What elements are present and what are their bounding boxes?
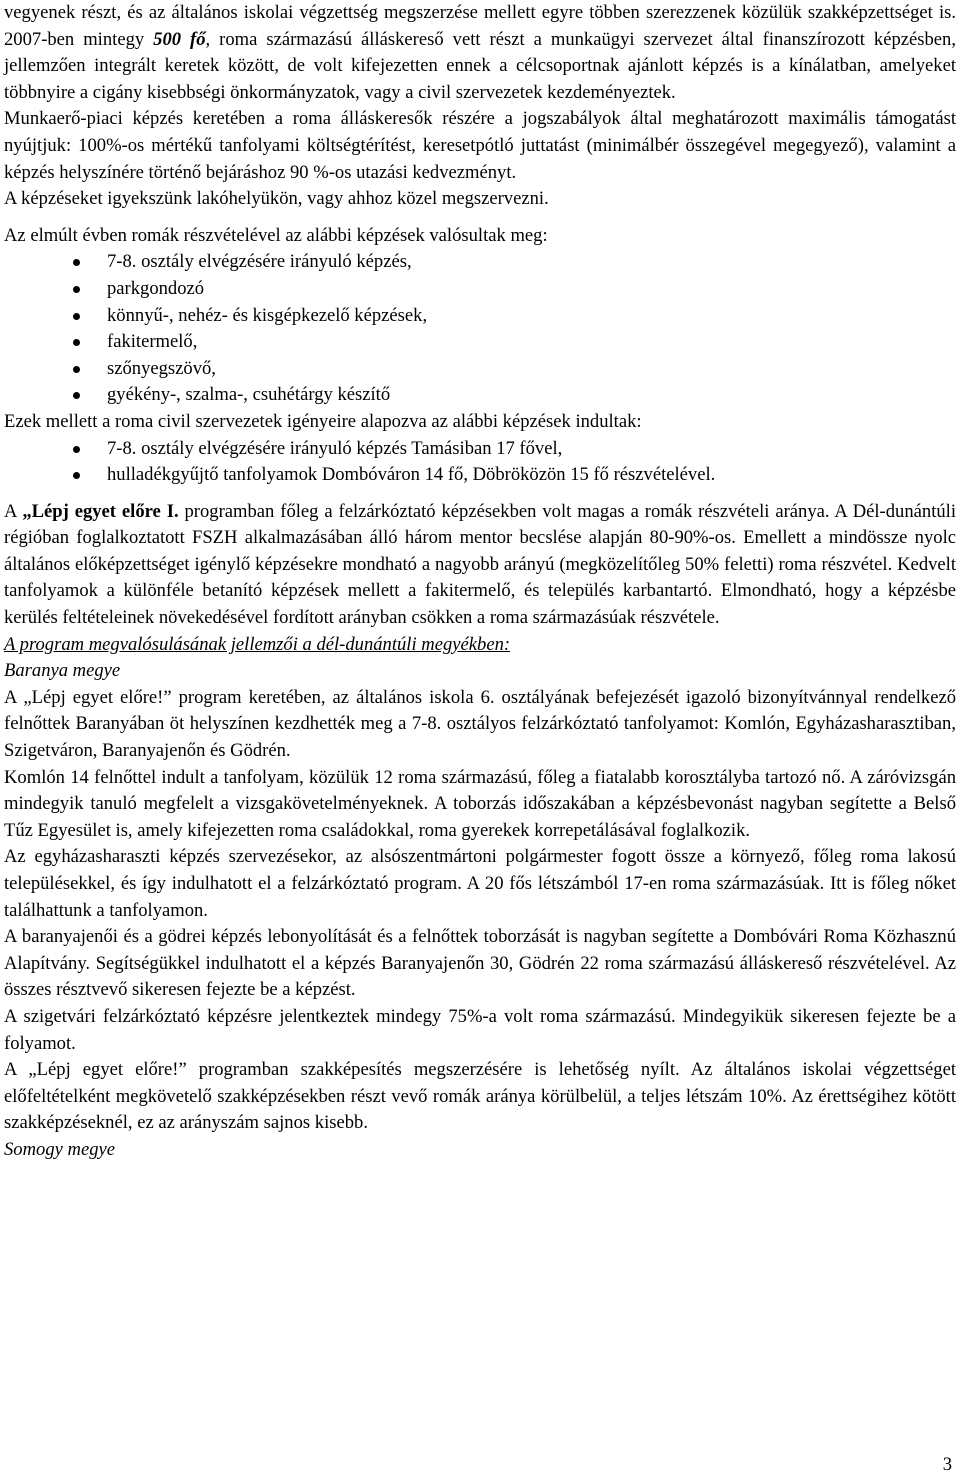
bullet-icon — [73, 446, 80, 453]
list-item: fakitermelő, — [4, 329, 956, 356]
bullet-icon — [73, 392, 80, 399]
paragraph-baranya: A „Lépj egyet előre!” program keretében, az általános iskola 6. osztályának befejezését igazoló bizonyítvánnyal rendelkező felnőttek Baranyában öt helyszínen kezdhették meg a 7-8. osztályos felzárkóztató tanfolyamot: Komlón, Egyházasharasztiban, Szigetváron, Baranyajenőn és Gödrén. — [4, 686, 956, 762]
list-item: parkgondozó — [4, 276, 956, 303]
section-heading: A program megvalósulásának jellemzői a dél-dunántúli megyékben: — [4, 633, 511, 655]
civil-training-list — [4, 436, 956, 489]
paragraph-text: vegyenek részt, és az általános iskolai végzettség megszerzése mellett egyre többen szerezzenek közülük szakképzettséget is. 2007-ben mintegy — [4, 2, 956, 50]
paragraph-location: A képzéseket igyekszünk lakóhelyükön, vagy ahhoz közel megszervezni. — [4, 188, 549, 210]
list-item: könnyű-, nehéz- és kisgépkezelő képzések, — [4, 303, 956, 330]
paragraph-vocational: A „Lépj egyet előre!” programban szakképesítés megszerzésére is lehetőség nyílt. Az általános iskolai végzettséget előfeltételként megkövetelő szakképzésekben részt vevő romák aránya körülbelül, a teljes létszám 10%. Az érettségihez kötött szakképzéseknél, ez az arányszám sajnos kisebb. — [4, 1059, 956, 1134]
paragraph-list-intro: Az elmúlt évben romák részvételével az alábbi képzések valósultak meg: — [4, 224, 548, 246]
bullet-icon — [73, 339, 80, 346]
list-item: hulladékgyűjtő tanfolyamok Dombóváron 14 fő, Döbröközön 15 fő részvételével. — [4, 462, 956, 489]
training-list — [4, 249, 956, 409]
document-page — [4, 0, 956, 1164]
paragraph-program: A „Lépj egyet előre I. programban főleg a felzárkóztató képzésekben volt magas a romák részvételi aránya. A Dél-dunántúli régióban foglalkoztatott FSZH alkalmazásában álló három mentor becslése alapján 80-90%-os. Emellett a mindössze nyolc általános előképzettséget igénylő képzésekre mondható a nagyobb arányú (megközelítőleg 50% feletti) roma részvétel. Kedvelt tanfolyamok a különféle betanító képzések mellett a fakitermelő, és település karbantartó. Elmondható, hogy a képzésbe kerülés feltételeinek növekedésével fordított arányban csökken a roma származásúak részvétele. — [4, 500, 956, 629]
emphasis-count: 500 fő — [153, 28, 206, 50]
paragraph-support: Munkaerő-piaci képzés keretében a roma álláskeresők részére a jogszabályok által meghatározott maximális támogatást nyújtjuk: 100%-os mértékű tanfolyami költségtérítést, keresetpótló juttatást (minimálbér összegével megegyező), valamint a képzés helyszínére történő bejáráshoz 90 %-os utazási kedvezményt. — [4, 108, 956, 183]
paragraph-text: , roma származású álláskereső vett részt a munkaügyi szervezet által finanszírozott képzésben, jellemzően integrált keretek között, de volt kifejezetten ennek a célcsoportnak ajánlott képzés is a kínálatban, amelyeket többnyire a cigány kisebbségi önkormányzatok, vagy a civil szervezetek kezdeményeztek. — [4, 28, 956, 103]
bullet-icon — [73, 366, 80, 373]
paragraph-egyhazasharaszti: Az egyházasharaszti képzés szervezésekor, az alsószentmártoni polgármester fogott össze a környező, főleg roma lakosú településekkel, és így indulhatott el a felzárkóztató program. A 20 fős létszámból 17-en roma származásúak. Itt is főleg nőket találhattunk a tanfolyamon. — [4, 846, 956, 921]
list-item: szőnyegszövő, — [4, 356, 956, 383]
bullet-icon — [73, 286, 80, 293]
paragraph-civil-intro: Ezek mellett a roma civil szervezetek igényeire alapozva az alábbi képzések indultak: — [4, 410, 642, 432]
page-number: 3 — [942, 1454, 952, 1475]
bullet-icon — [73, 259, 80, 266]
list-item: gyékény-, szalma-, csuhétárgy készítő — [4, 382, 956, 409]
county-heading: Somogy megye — [4, 1138, 115, 1160]
paragraph-szigetvar: A szigetvári felzárkóztató képzésre jelentkeztek mindegy 75%-a volt roma származású. Mindegyikük sikeresen fejezte be a folyamot. — [4, 1005, 956, 1054]
list-item: 7-8. osztály elvégzésére irányuló képzés, — [4, 249, 956, 276]
bullet-icon — [73, 472, 80, 479]
bullet-icon — [73, 313, 80, 320]
list-item: 7-8. osztály elvégzésére irányuló képzés Tamásiban 17 fővel, — [4, 436, 956, 463]
paragraph-komlo: Komlón 14 felnőttel indult a tanfolyam, közülük 12 roma származású, főleg a fiatalabb korosztályba tartozó nő. A záróvizsgán mindegyik tanuló megfelelt a vizsgakövetelményeknek. A toborzás időszakában a képzésbevonást nagyban segítette a Belső Tűz Egyesület is, amely kifejezetten roma családokkal, roma gyerekek korrepetálásával foglalkozik. — [4, 766, 956, 841]
paragraph-intro — [4, 0, 956, 106]
county-heading: Baranya megye — [4, 660, 121, 682]
program-name: „Lépj egyet előre I. — [22, 500, 179, 522]
paragraph-baranyajeno: A baranyajenői és a gödrei képzés lebonyolítását és a felnőttek toborzását is nagyban segítette a Dombóvári Roma Közhasznú Alapítvány. Segítségükkel indulhatott el a képzés Baranyajenőn 30, Gödrén 22 roma származású álláskereső részvételével. Az összes résztvevő sikeresen fejezte be a képzést. — [4, 926, 956, 1001]
